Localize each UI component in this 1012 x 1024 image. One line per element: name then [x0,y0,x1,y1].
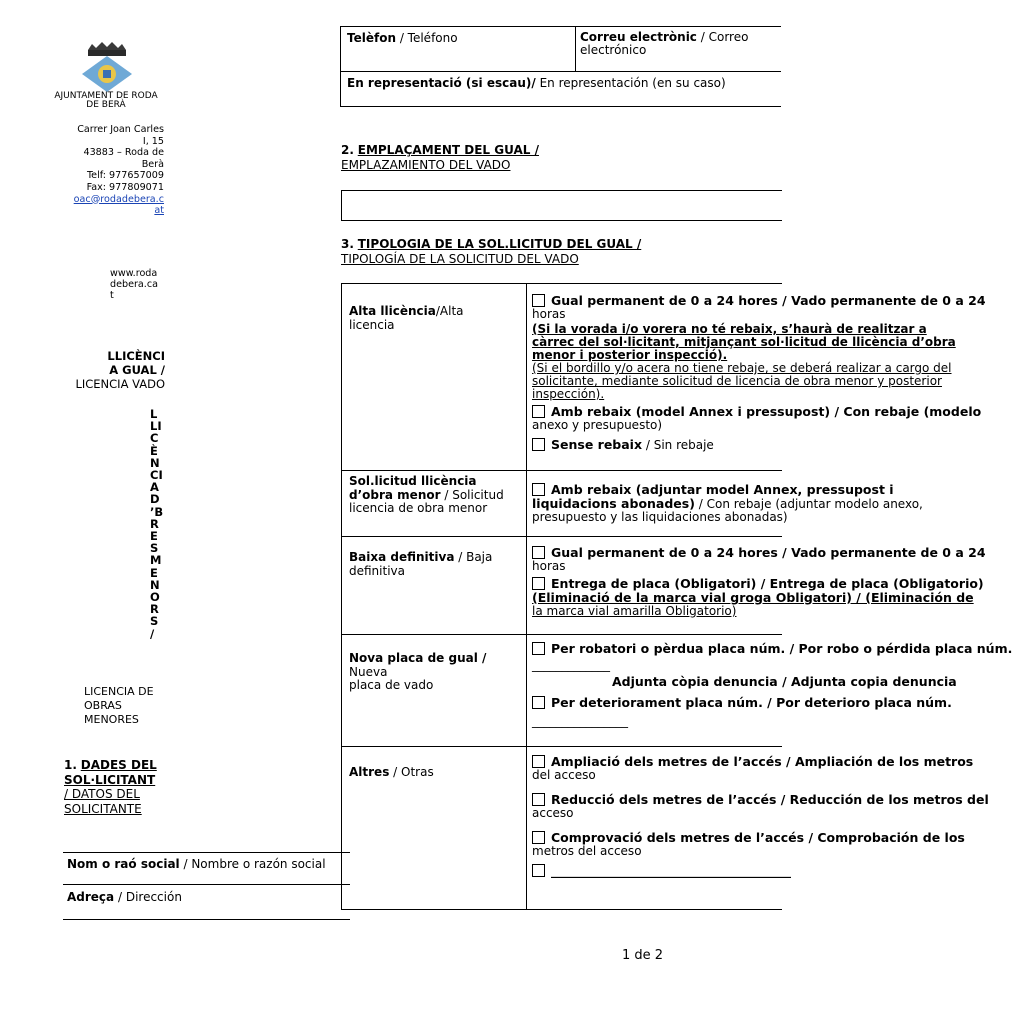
name-label-ca: Nom o raó social [67,857,180,871]
vertical-letter: E [150,565,158,580]
row-divider [342,470,782,471]
alta-note-bold: menor i posterior inspecció). [532,348,728,362]
vertical-letter: / [150,626,155,641]
document-title [70,349,165,391]
section3-title-ca: TIPOLOGIA DE LA SOL.LICITUD DEL GUAL / [357,237,642,251]
altres-other-blank[interactable]: ________________________________________ [551,864,791,878]
altres-options [532,754,989,878]
altres-ampliacio-checkbox[interactable] [532,755,545,768]
section1-title-es-b: SOLICITANTE [64,801,142,816]
alta-permanent-label: Gual permanent de 0 a 24 hores / Vado permanente de 0 a 24 [551,293,986,308]
baixa-label-ca: Baixa definitiva [349,550,455,564]
vertical-letter: R [150,516,159,531]
vertical-letter: N [150,577,160,592]
altres-label-es: / Otras [389,765,434,779]
obra-rebaix-checkbox[interactable] [532,483,545,496]
obra-options [532,482,923,524]
alta-label-es-b: licencia [349,317,395,332]
nova-label-es-a: Nueva [349,664,388,679]
nova-label-es-b: placa de vado [349,678,434,692]
address-field[interactable] [63,886,350,920]
name-field[interactable] [63,853,350,885]
altres-comprovacio-cont: metros del acceso [532,844,642,858]
vertical-letter: È [150,443,158,458]
vertical-letter: O [150,590,160,605]
obra-rebaix-es: / Con rebaje (adjuntar modelo anexo, [694,497,923,511]
baixa-placa-cont: la marca vial amarilla Obligatorio) [532,604,737,618]
row-divider [342,536,782,537]
altres-ampliacio-cont: del acceso [532,768,596,782]
vertical-letter: L [150,407,158,421]
baixa-permanent-cont: horas [532,559,566,573]
row-divider [342,634,782,635]
alta-sense-rebaix-checkbox[interactable] [532,438,545,451]
nova-label [349,652,521,693]
obra-label-es-b: licencia de obra menor [349,501,488,515]
vertical-letter: S [150,614,159,629]
contact-address [60,124,164,217]
altres-label [349,766,521,780]
baixa-label-es-b: definitiva [349,563,405,578]
baixa-placa-label: Entrega de placa (Obligatori) / Entrega de placa (Obligatorio) [551,576,984,591]
section1-title-es-a: / DATOS DEL [64,787,140,801]
section2-heading [341,143,761,172]
altres-reduccio-label: Reducció dels metres de l’accés / Reducción de los metros del [551,792,989,807]
section2-title-ca: EMPLAÇAMENT DEL GUAL / [357,143,539,157]
email-link[interactable]: oac@rodadebera.c [73,193,164,205]
baixa-permanent-checkbox[interactable] [532,546,545,559]
alta-note-bold: (Si la vorada i/o vorera no té rebaix, s’haurà de realitzar a [532,322,927,336]
alta-rebaix-cont: anexo y presupuesto) [532,418,663,432]
altres-comprovacio-label: Comprovació dels metres de l’accés / Comprobación de los [551,830,965,845]
website-line: www.roda [110,268,158,279]
address-line: 43883 – Roda de [83,147,164,159]
alta-note: solicitante, mediante solicitud de licencia de obra menor y posterior [532,374,942,388]
alta-rebaix-label: Amb rebaix (model Annex i pressupost) / Con rebaje (modelo [551,404,982,419]
phone-label-ca: Telèfon [347,31,396,45]
repr-label-es: En representación (en su caso) [535,76,726,90]
lic-obras-line: OBRAS [84,699,122,712]
vertical-letter: N [150,455,160,470]
vertical-letter: ’B [150,504,164,519]
row-divider [342,746,782,747]
section3-heading [341,237,761,266]
nova-robatori-label: Per robatori o pèrdua placa núm. / Por robo o pérdida placa núm. [551,641,1012,656]
vertical-letter: E [150,529,158,544]
name-label-es: / Nombre o razón social [179,857,326,871]
address-line: I, 15 [142,135,164,147]
baixa-permanent-label: Gual permanent de 0 a 24 hores / Vado permanente de 0 a 24 [551,545,986,560]
representation-field[interactable] [341,72,781,106]
page-number: 1 de 2 [622,948,664,963]
phone-line: Telf: 977657009 [86,170,164,182]
obra-label-es-a: / Solicitud [440,487,504,502]
altres-other-checkbox[interactable] [532,864,545,877]
alta-note-bold: càrrec del sol·licitant, mitjançant sol·licitud de llicència d’obra [532,335,956,349]
website-line: t [110,290,114,301]
website [110,268,166,301]
column-divider [526,284,527,909]
alta-note: (Si el bordillo y/o acera no tiene rebaje, se deberá realizar a cargo del [532,361,952,375]
section3-number: 3. [341,237,354,251]
baixa-placa-label-b: (Eliminació de la marca vial groga Obligatori) / (Eliminación de [532,590,974,605]
alta-label-es-a: /Alta [435,304,464,318]
title-ca-line: A GUAL / [109,363,165,377]
section1-title-ca-b: SOL·LICITANT [64,772,156,787]
request-type-table [341,283,1012,910]
repr-label-ca: En representació (si escau)/ [347,76,536,90]
section1-title-ca-a: DADES DEL [80,758,157,772]
lic-obras-line: LICENCIA DE [84,685,154,698]
vertical-letter: LI [150,419,162,434]
email-field[interactable] [576,27,781,71]
vertical-letter: CI [150,468,163,483]
vertical-letter: M [150,553,162,568]
nova-options [532,641,1012,728]
email-link-cont[interactable]: at [154,205,164,217]
nova-deteriorament-label: Per deteriorament placa núm. / Por deterioro placa núm. [551,695,952,710]
website-line: debera.ca [110,279,159,290]
alta-sense-rebaix-label: Sense rebaix [551,437,643,452]
altres-reduccio-cont: acceso [532,806,574,820]
baixa-placa-checkbox[interactable] [532,577,545,590]
address-line: Carrer Joan Carles [77,124,164,135]
obra-label [349,475,521,516]
phone-label-es: / Teléfono [396,31,458,45]
alta-permanent-checkbox[interactable] [532,294,545,307]
vertical-letter: D [150,492,160,507]
obra-rebaix-label-b: liquidacions abonades) [532,496,695,511]
alta-note: inspección). [532,387,605,401]
nova-deteriorament-checkbox[interactable] [532,696,545,709]
location-input-box[interactable] [341,190,782,221]
altres-comprovacio-checkbox[interactable] [532,831,545,844]
vertical-letter: R [150,602,159,617]
title-es: LICENCIA VADO [75,377,165,391]
section2-number: 2. [341,143,354,157]
section2-title-es: EMPLAZAMIENTO DEL VADO [341,157,511,172]
address-label-es: / Dirección [114,890,182,904]
nova-robatori-checkbox[interactable] [532,642,545,655]
nova-label-ca: Nova placa de gual / [349,651,487,665]
fax-line: Fax: 977809071 [86,181,164,193]
lic-obras-line: MENORES [84,713,139,726]
alta-permanent-cont: horas [532,307,566,321]
obra-rebaix-es-cont: presupuesto y las liquidaciones abonadas) [532,510,788,524]
alta-label-ca: Alta llicència [349,304,436,318]
alta-options [532,293,986,452]
altres-ampliacio-label: Ampliació dels metres de l’accés / Ampliación de los metros [551,754,974,769]
alta-rebaix-checkbox[interactable] [532,405,545,418]
baixa-options [532,545,986,618]
obra-rebaix-label: Amb rebaix (adjuntar model Annex, pressupost i [551,482,894,497]
baixa-label [349,551,521,578]
alta-sense-rebaix-es: / Sin rebaje [642,438,714,452]
section1-heading [64,758,204,816]
nova-robatori-blank[interactable]: _____________ [532,658,610,672]
baixa-label-es-a: / Baja [454,550,493,564]
altres-label-ca: Altres [349,765,390,779]
altres-reduccio-checkbox[interactable] [532,793,545,806]
obra-label-ca-a: Sol.licitud llicència [349,474,477,488]
address-line: Berà [141,158,164,170]
alta-label [349,305,521,332]
obra-label-ca-b: d’obra menor [349,487,441,502]
licencia-obras-menores [84,685,174,727]
phone-field[interactable] [341,27,576,71]
section3-title-es: TIPOLOGÍA DE LA SOLICITUD DEL VADO [341,251,579,266]
contact-table [340,26,781,107]
section1-number: 1. [64,758,77,772]
nova-deteriorament-blank[interactable]: ________________ [532,714,628,728]
logo-text: AJUNTAMENT DE RODA DE BERÀ [54,91,158,110]
applicant-table [63,852,350,920]
title-ca-line: LLICÈNCI [107,349,165,363]
email-label-ca: Correu electrònic [580,30,697,44]
vertical-letter: C [150,431,159,446]
address-label-ca: Adreça [67,890,115,904]
email-label-es: / Correo electrónico [580,30,749,57]
vertical-letter: A [150,480,159,495]
vertical-letter: S [150,541,159,556]
vertical-title [150,408,170,640]
nova-attach-label: Adjunta còpia denuncia / Adjunta copia denuncia [612,674,957,689]
